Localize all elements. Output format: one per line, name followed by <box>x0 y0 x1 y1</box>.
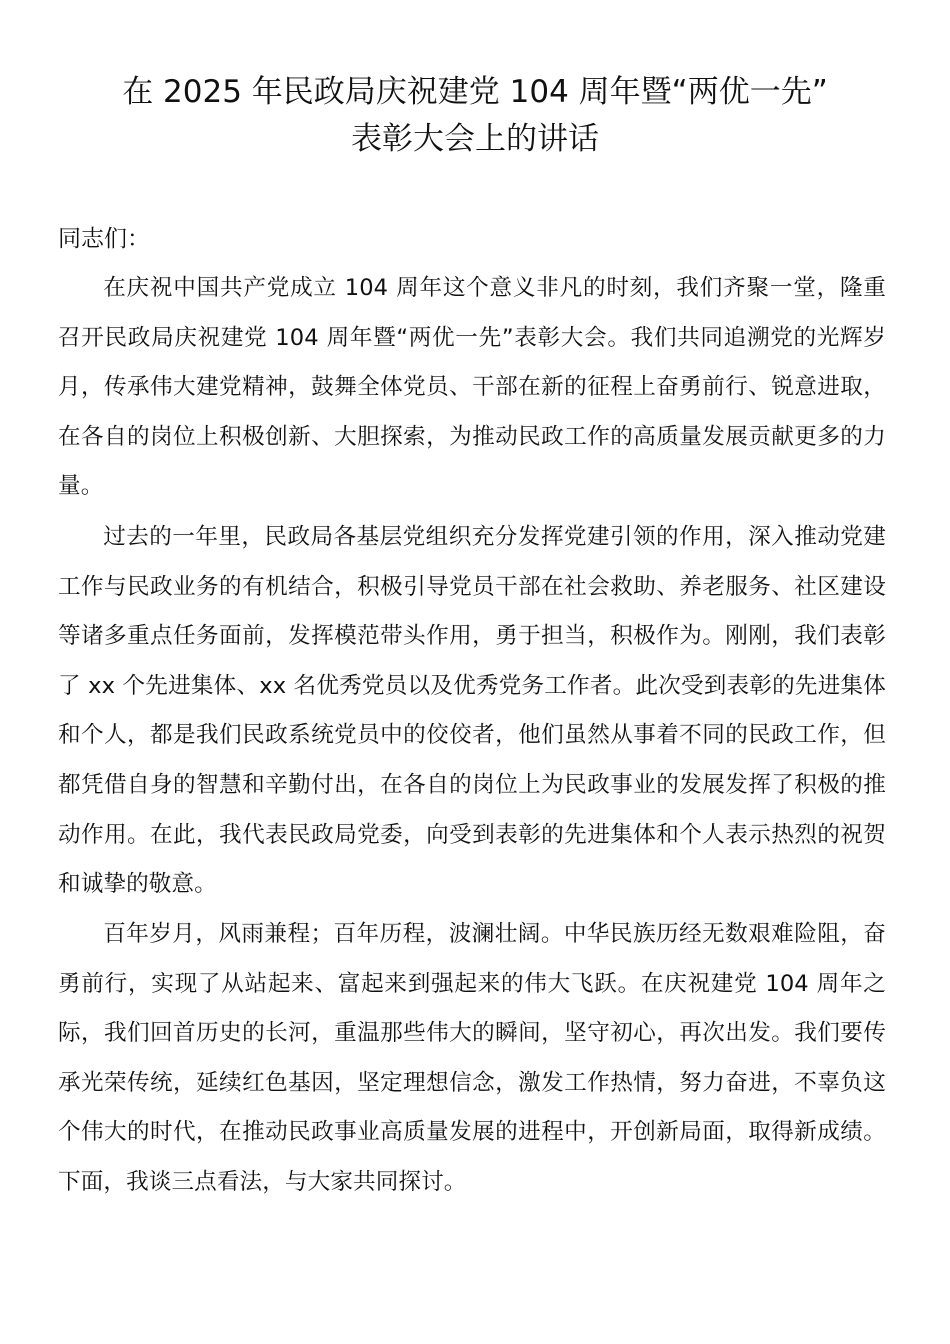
document-title-line-2: 表彰大会上的讲话 <box>351 121 599 157</box>
greeting: 同志们： <box>58 226 150 252</box>
paragraph-2: 过去的一年里，民政局各基层党组织充分发挥党建引领的作用，深入推动党建工作与民政业务的有机结合，积极引导党员干部在社会救助、养老服务、社区建设等诸多重点任务面前，发挥模范带头作用，勇于担当，积极作为。刚刚，我们表彰了 xx 个先进集体、xx 名优秀党员以及优秀党务工作者。此次受到表彰的先进集体和个人，都是我们民政系统党员中的佼佼者，他们虽然从事着不同的民政工作，但都凭借自身的智慧和辛勤付出，在各自的岗位上为民政事业的发展发挥了积极的推动作用。在此，我代表民政局党委，向受到表彰的先进集体和个人表示热烈的祝贺和诚挚的敬意。 <box>58 524 886 898</box>
document-title-line-1: 在 2025 年民政局庆祝建党 104 周年暨“两优一先” <box>122 74 828 110</box>
paragraph-1: 在庆祝中国共产党成立 104 周年这个意义非凡的时刻，我们齐聚一堂，隆重召开民政局庆祝建党 104 周年暨“两优一先”表彰大会。我们共同追溯党的光辉岁月，传承伟大建党精神，鼓舞全体党员、干部在新的征程上奋勇前行、锐意进取，在各自的岗位上积极创新、大胆探索，为推动民政工作的高质量发展贡献更多的力量。 <box>58 275 886 500</box>
paragraph-3: 百年岁月，风雨兼程；百年历程，波澜壮阔。中华民族历经无数艰难险阻，奋勇前行，实现了从站起来、富起来到强起来的伟大飞跃。在庆祝建党 104 周年之际，我们回首历史的长河，重温那些伟大的瞬间，坚守初心，再次出发。我们要传承光荣传统，延续红色基因，坚定理想信念，激发工作热情，努力奋进，不辜负这个伟大的时代，在推动民政事业高质量发展的进程中，开创新局面，取得新成绩。下面，我谈三点看法，与大家共同探讨。 <box>58 921 886 1195</box>
